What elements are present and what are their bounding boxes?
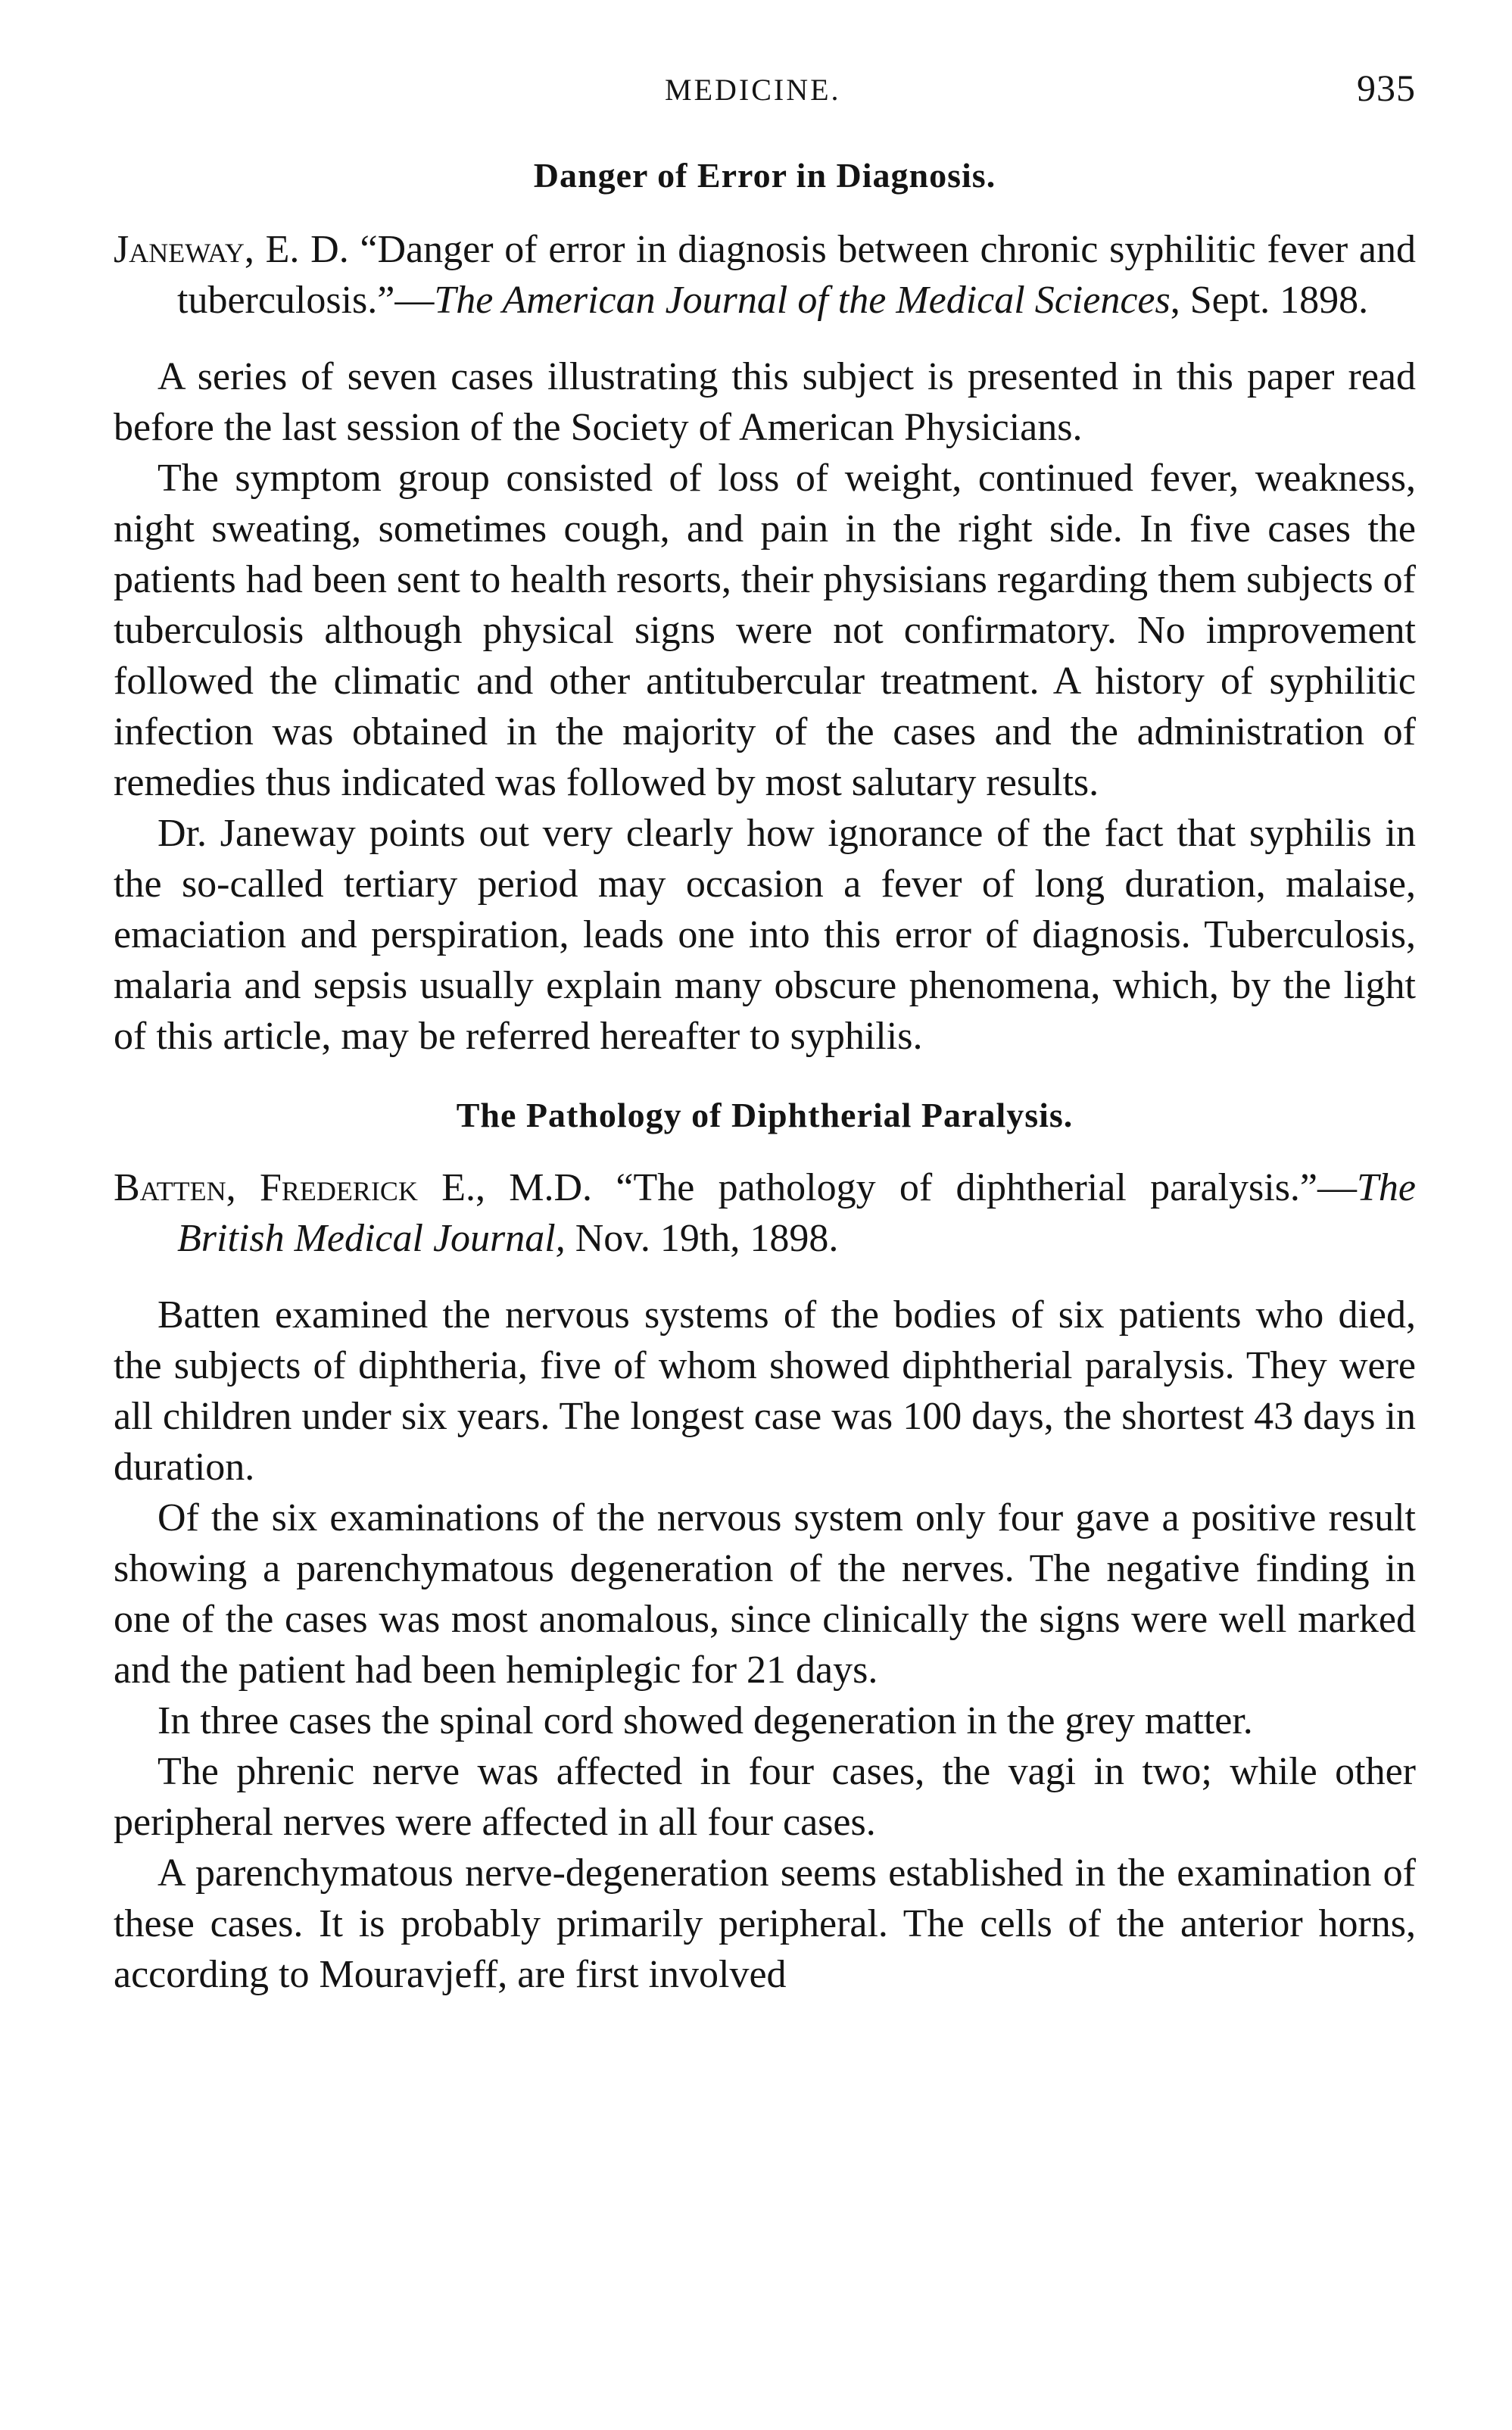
citation-journal: The American Journal of the Medical Sciences: [434, 279, 1171, 322]
book-page: [114, 67, 1417, 2000]
running-title: MEDICINE.: [665, 73, 841, 107]
body-paragraph: Dr. Janeway points out very clearly how ignorance of the fact that syphilis in the so-called tertiary period may occasion a fever of long duration, malaise, emaciation and perspiration, leads one into this error of diagnosis. Tuberculosis, malaria and sepsis usually explain many obscure phenomena, which, by the light of this article, may be referred hereafter to syphilis.: [114, 812, 1416, 1058]
citation-date: Nov. 19th, 1898.: [565, 1217, 839, 1260]
article-heading: The Pathology of Diphtherial Paralysis.: [456, 1096, 1074, 1134]
article-heading: Danger of Error in Diagnosis.: [533, 156, 996, 195]
citation-date: , Sept. 1898.: [1170, 279, 1369, 322]
citation-journal: The British Medical Journal,: [177, 1166, 1417, 1260]
citation-title: “The pathology of diphtherial paralysis.”—: [616, 1166, 1358, 1209]
running-head: [114, 67, 1416, 125]
body-paragraph: Batten examined the nervous systems of the bodies of six patients who died, the subjects of diphtheria, five of whom showed diphtherial paralysis. They were all children under six years. The longest case was 100 days, the shortest 43 days in duration.: [114, 1293, 1416, 1489]
body-paragraph: The phrenic nerve was affected in four cases, the vagi in two; while other peripheral nerves were affected in all four cases.: [114, 1750, 1416, 1844]
body-paragraph: In three cases the spinal cord showed degeneration in the grey matter.: [157, 1699, 1253, 1742]
body-paragraph: The symptom group consisted of loss of weight, continued fever, weakness, night sweating, sometimes cough, and pain in the right side. In five cases the patients had been sent to health resorts, their physisians regarding them subjects of tuberculosis although physical signs were not confirmatory. No improvement followed the climatic and other antitubercular treatment. A history of syphilitic infection was obtained in the majority of the cases and the administration of remedies thus indicated was followed by most salutary results.: [114, 457, 1416, 804]
body-paragraph: Of the six examinations of the nervous system only four gave a positive result showing a parenchymatous degeneration of the nerves. The negative finding in one of the cases was most anomalous, since clinically the signs were well marked and the patient had been hemiplegic for 21 days.: [114, 1496, 1416, 1692]
citation-author: Batten, Frederick E., M.D.: [114, 1166, 593, 1209]
citation-author: Janeway, E. D.: [114, 228, 349, 271]
article-danger-of-error: [114, 155, 1416, 1062]
citation-title: “Danger of error in diagnosis between chronic syphilitic fever and tuberculosis.”—: [177, 228, 1417, 322]
page-number: 935: [1357, 67, 1416, 109]
body-paragraph: A series of seven cases illustrating this subject is presented in this paper read before the last session of the Society of American Physicians.: [114, 355, 1416, 449]
body-paragraph: A parenchymatous nerve-degeneration seems established in the examination of these cases. It is probably primarily peripheral. The cells of the anterior horns, according to Mouravjeff, are first involved: [114, 1851, 1416, 1996]
article-citation: [114, 224, 1416, 326]
article-citation: [114, 1162, 1416, 1264]
article-diphtherial-paralysis: [114, 1095, 1416, 2000]
